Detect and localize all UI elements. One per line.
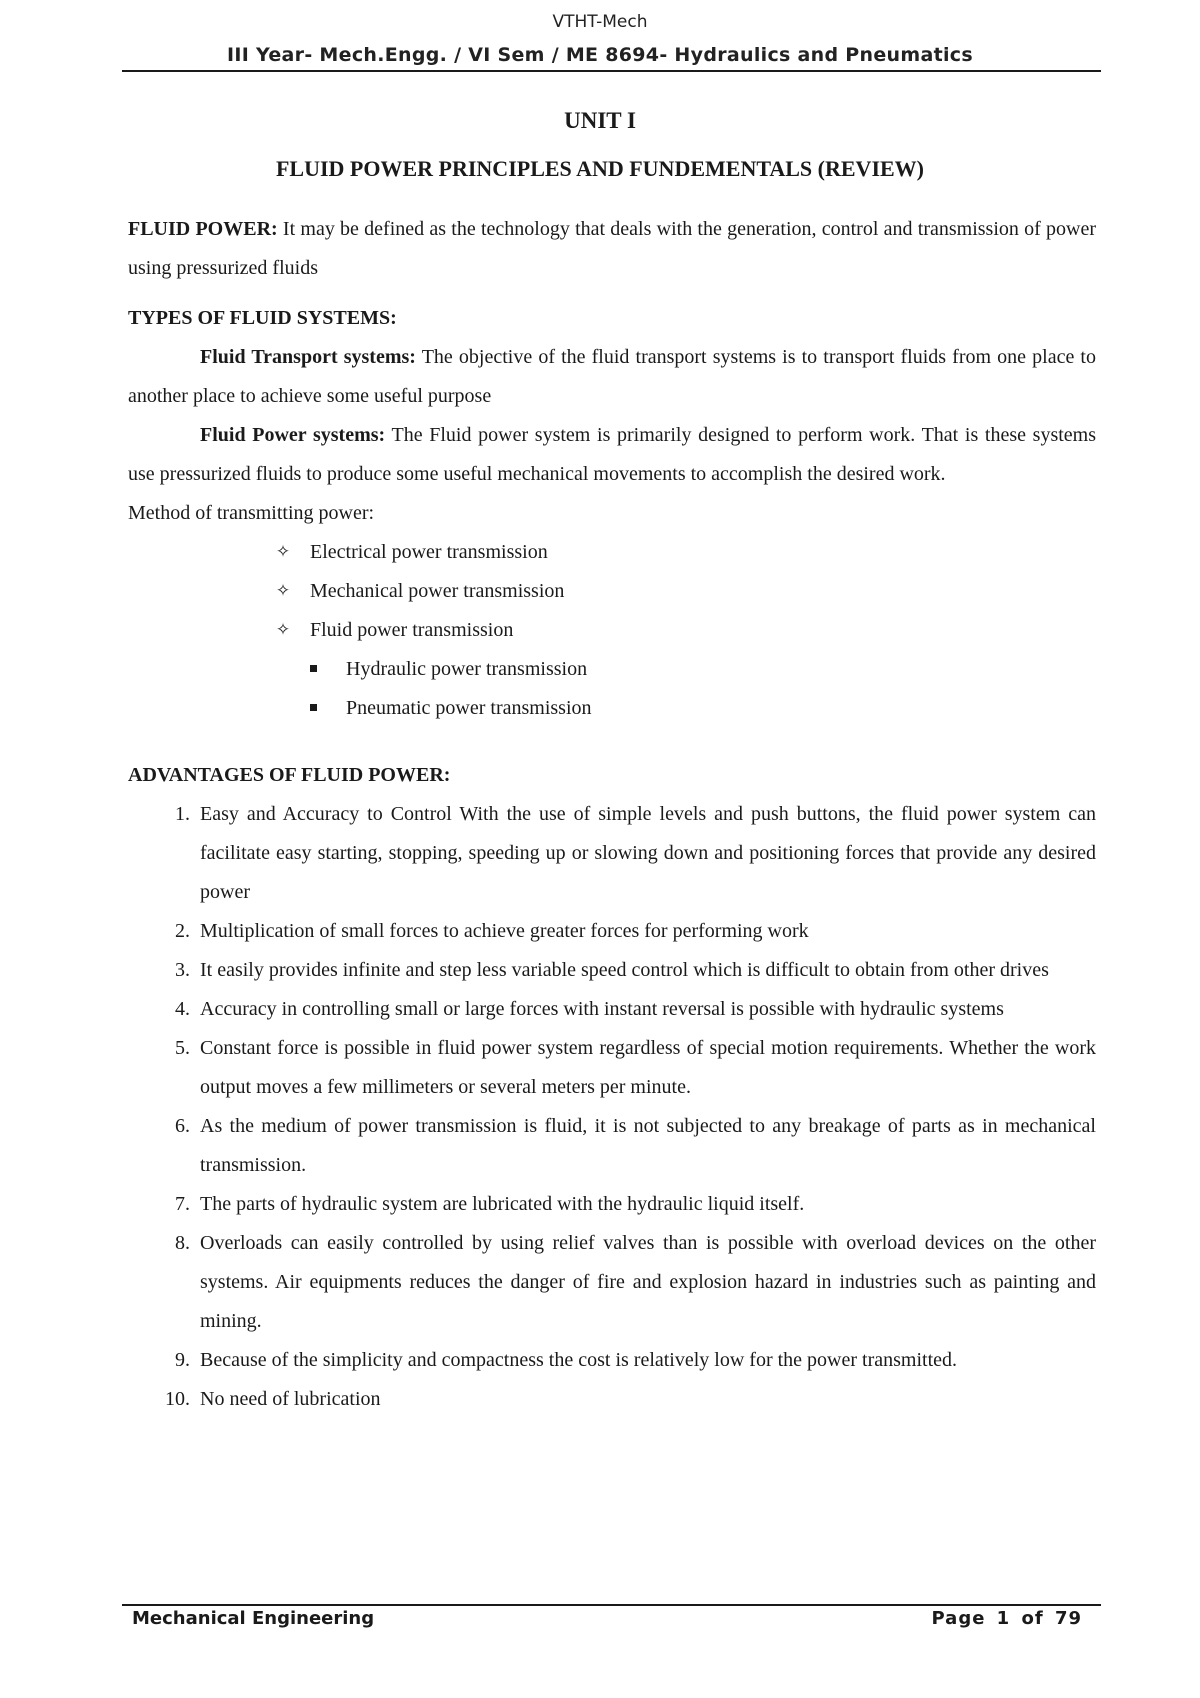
power-text: The Fluid power system is primarily designed to perform work. That is these systems use pressurized fluids to produce some useful mechanical movements to accomplish the desired work. bbox=[128, 424, 1096, 485]
list-item-text: Mechanical power transmission bbox=[310, 580, 565, 602]
list-item-text: Fluid power transmission bbox=[310, 619, 514, 641]
footer-department: Mechanical Engineering bbox=[132, 1608, 375, 1629]
item-text: The parts of hydraulic system are lubricated with the hydraulic liquid itself. bbox=[200, 1193, 805, 1215]
course-line: III Year- Mech.Engg. / VI Sem / ME 8694- Hydraulics and Pneumatics bbox=[227, 44, 973, 66]
transport-paragraph bbox=[128, 338, 1096, 416]
header-rule bbox=[122, 70, 1101, 72]
list-item bbox=[128, 990, 1096, 1029]
list-item bbox=[128, 1224, 1096, 1341]
transport-text: The objective of the fluid transport systems is to transport fluids from one place to another place to achieve some useful purpose bbox=[128, 346, 1096, 407]
list-item bbox=[128, 1107, 1096, 1185]
list-item bbox=[128, 795, 1096, 912]
item-number: 4. bbox=[175, 998, 190, 1020]
fluid-power-definition bbox=[128, 210, 1096, 288]
list-item bbox=[310, 689, 1096, 728]
header-label: VTHT-Mech bbox=[552, 12, 648, 32]
item-number: 10. bbox=[165, 1388, 190, 1410]
item-text: As the medium of power transmission is fluid, it is not subjected to any breakage of parts as in mechanical transmission. bbox=[200, 1115, 1096, 1176]
methods-intro: Method of transmitting power: bbox=[128, 502, 375, 524]
list-item bbox=[128, 951, 1096, 990]
footer-rule bbox=[122, 1604, 1101, 1606]
item-text: Multiplication of small forces to achieve greater forces for performing work bbox=[200, 920, 809, 942]
advantages-list bbox=[128, 795, 1096, 1419]
fluid-power-term: FLUID POWER: bbox=[128, 218, 278, 240]
square-bullet-icon bbox=[310, 665, 317, 672]
item-number: 5. bbox=[175, 1037, 190, 1059]
item-text: Constant force is possible in fluid power system regardless of special motion requirements. Whether the work output moves a few millimeters or several meters per minute. bbox=[200, 1037, 1096, 1098]
advantages-heading: ADVANTAGES OF FLUID POWER: bbox=[128, 764, 451, 786]
fluid-power-text: It may be defined as the technology that deals with the generation, control and transmission of power using pressurized fluids bbox=[128, 218, 1096, 279]
item-number: 6. bbox=[175, 1115, 190, 1137]
fluid-methods-sublist bbox=[128, 650, 1096, 728]
item-number: 7. bbox=[175, 1193, 190, 1215]
power-paragraph bbox=[128, 416, 1096, 494]
transport-term: Fluid Transport systems: bbox=[200, 346, 416, 368]
item-text: No need of lubrication bbox=[200, 1388, 381, 1410]
item-number: 3. bbox=[175, 959, 190, 981]
item-number: 2. bbox=[175, 920, 190, 942]
item-number: 1. bbox=[175, 803, 190, 825]
page-number: Page 1 of 79 bbox=[931, 1608, 1082, 1629]
list-item bbox=[268, 572, 1096, 611]
list-item-text: Pneumatic power transmission bbox=[346, 697, 592, 719]
chapter-title: FLUID POWER PRINCIPLES AND FUNDEMENTALS (REVIEW) bbox=[275, 156, 925, 181]
four-diamond-bullet-icon: ✧ bbox=[275, 620, 291, 640]
list-item bbox=[128, 1029, 1096, 1107]
list-item bbox=[268, 611, 1096, 650]
list-item bbox=[128, 1380, 1096, 1419]
power-term: Fluid Power systems: bbox=[200, 424, 386, 446]
list-item bbox=[310, 650, 1096, 689]
square-bullet-icon bbox=[310, 704, 317, 711]
item-number: 9. bbox=[175, 1349, 190, 1371]
item-text: Easy and Accuracy to Control With the use of simple levels and push buttons, the fluid power system can facilitate easy starting, stopping, speeding up or slowing down and positioning forces that provide any desired power bbox=[200, 803, 1096, 903]
list-item-text: Hydraulic power transmission bbox=[346, 658, 588, 680]
list-item bbox=[128, 1341, 1096, 1380]
unit-title: UNIT I bbox=[564, 108, 636, 133]
item-text: Because of the simplicity and compactness the cost is relatively low for the power transmitted. bbox=[200, 1349, 958, 1371]
list-item bbox=[268, 533, 1096, 572]
types-heading: TYPES OF FLUID SYSTEMS: bbox=[128, 307, 397, 329]
content-body bbox=[128, 210, 1096, 1419]
list-item bbox=[128, 1185, 1096, 1224]
list-item bbox=[128, 912, 1096, 951]
item-text: It easily provides infinite and step less variable speed control which is difficult to obtain from other drives bbox=[200, 959, 1049, 981]
methods-list bbox=[128, 533, 1096, 650]
spacer bbox=[128, 728, 1096, 756]
item-number: 8. bbox=[175, 1232, 190, 1254]
item-text: Accuracy in controlling small or large forces with instant reversal is possible with hydraulic systems bbox=[200, 998, 1004, 1020]
four-diamond-bullet-icon: ✧ bbox=[275, 581, 291, 601]
four-diamond-bullet-icon: ✧ bbox=[275, 542, 291, 562]
list-item-text: Electrical power transmission bbox=[310, 541, 548, 563]
item-text: Overloads can easily controlled by using relief valves than is possible with overload devices on the other systems. Air equipments reduces the danger of fire and explosion hazard in industries such as painting and mining. bbox=[200, 1232, 1096, 1332]
